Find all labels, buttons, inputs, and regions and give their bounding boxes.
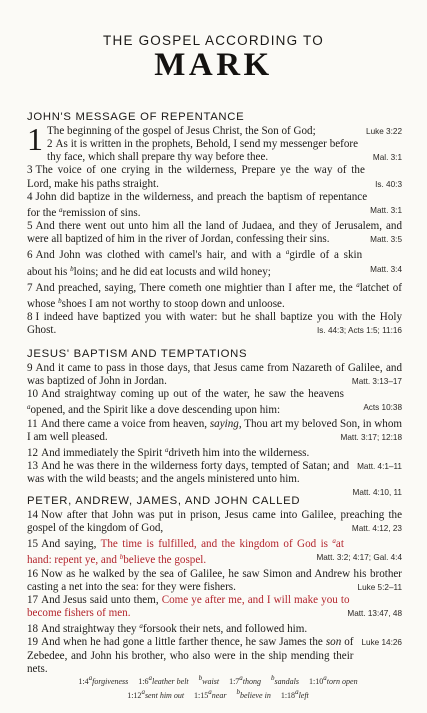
verse-3 <box>27 164 402 190</box>
cross-reference: Is. 44:3; Acts 1:5; 11:16 <box>317 326 402 336</box>
verse-number: 13 <box>27 460 39 473</box>
cross-reference: Mal. 3:1 <box>372 153 402 163</box>
verse-15 <box>27 535 402 567</box>
cross-reference: Acts 10:38 <box>363 403 402 413</box>
verse-6 <box>27 246 402 278</box>
verse-number: 7 <box>27 281 33 294</box>
verse-text: The voice of one crying in the wilderness, Prepare ye the way of the Lord, make his paths straight. <box>27 164 365 190</box>
verse-text: Now after that John was put in prison, Jesus came into Galilee, preaching the gospel of the kingdom of God, <box>27 509 402 535</box>
cross-reference: Matt. 4:12, 23 <box>351 524 402 534</box>
cross-reference: Matt. 3:1 <box>370 205 402 215</box>
footnote: 1:12asent him out <box>127 688 185 700</box>
verse-4 <box>27 191 402 220</box>
verse-number: 4 <box>27 190 33 203</box>
verse-number: 16 <box>27 567 39 580</box>
cross-reference: Luke 3:22 <box>366 127 402 136</box>
section-disciples-called <box>27 494 402 676</box>
footnote: 1:6aleather belt <box>138 674 189 686</box>
verse-text: John did baptize in the wilderness, and preach the baptism of repentance for the $^a$remission of sins. <box>27 190 368 219</box>
verse-text: And immediately the Spirit $^a$driveth him into the wilderness. <box>41 445 310 459</box>
cross-reference: Matt. 3:4 <box>370 264 402 274</box>
verse-text: And saying, The time is fulfilled, and the kingdom of God is $^a$at hand: repent ye, and $^b$believe the gospel. <box>27 537 344 567</box>
book-title: MARK <box>154 47 273 83</box>
verse-number: 2 <box>47 138 53 151</box>
cross-reference: Matt. 4:1–11 <box>357 462 402 472</box>
header-subtitle: THE GOSPEL ACCORDING TO <box>103 33 324 48</box>
footnote: 1:7athong <box>229 674 262 686</box>
verse-text: And preached, saying, There cometh one mightier than I after me, the $^a$latchet of whose $^b$shoes I am not worthy to stoop down and unloose. <box>27 280 402 310</box>
verse-number: 14 <box>27 509 39 521</box>
footnotes <box>48 673 388 701</box>
verse-number: 10 <box>27 388 39 401</box>
verse-number: 5 <box>27 220 33 233</box>
section-heading: JOHN'S MESSAGE OF REPENTANCE <box>27 111 245 123</box>
cross-reference: Luke 14:26 <box>361 638 402 648</box>
verse-13 <box>27 460 402 498</box>
verse-text: I indeed have baptized you with water: but he shall baptize you with the Holy Ghost. <box>27 311 402 337</box>
verse-text: And John was clothed with camel's hair, and with a $^a$girdle of a skin about his $^b$loins; and he did eat locusts and wild honey; <box>27 248 363 278</box>
verse-16 <box>27 568 402 594</box>
verse-text: The beginning of the gospel of Jesus Christ, the Son of God; <box>47 125 316 137</box>
footnote: 1:18aleft <box>280 688 309 700</box>
verse-number: 12 <box>27 446 39 459</box>
footnote: bsandals <box>271 674 299 686</box>
verse-number: 17 <box>27 593 39 606</box>
verse-text: And straightway coming up out of the water, he saw the heavens $^a$opened, and the Spirit like a dove descending upon him: <box>27 388 344 417</box>
cross-reference: Matt. 3:13–17 <box>351 377 402 387</box>
verse-14 <box>27 509 402 535</box>
verse-text: And there came a voice from heaven, saying, Thou art my beloved Son, in whom I am well pleased. <box>27 417 403 443</box>
section-heading: JESUS' BAPTISM AND TEMPTATIONS <box>27 348 248 360</box>
verse-9 <box>27 362 402 388</box>
cross-reference: Matt. 3:2; 4:17; Gal. 4:4 <box>316 553 402 563</box>
verse-8 <box>27 311 402 337</box>
verse-2 <box>27 138 402 164</box>
chapter-number: 1 <box>27 121 43 157</box>
verse-text: And he was there in the wilderness forty days, tempted of Satan; and was with the wild beasts; and the angels ministered unto him. <box>27 460 350 486</box>
verse-text: And it came to pass in those days, that Jesus came from Nazareth of Galilee, and was baptized of John in Jordan. <box>27 362 402 388</box>
footnote: bwaist <box>198 674 220 686</box>
footnote: bbelieve in <box>236 688 271 700</box>
verse-number: 15 <box>27 538 39 551</box>
verse-text: Now as he walked by the sea of Galilee, he saw Simon and Andrew his brother casting a net into the sea: for they were fishers. <box>27 567 402 593</box>
verse-text: As it is written in the prophets, Behold, I send my messenger before thy face, which shall prepare thy way before thee. <box>47 138 359 164</box>
verse-text: And there went out unto him all the land of Judaea, and they of Jerusalem, and were all baptized of him in the river of Jordan, confessing their sins. <box>27 220 402 246</box>
verse-number: 8 <box>27 311 33 324</box>
verse-5 <box>27 220 402 246</box>
verse-number: 9 <box>27 362 33 374</box>
section-baptism-temptations <box>27 347 402 500</box>
verse-text: And Jesus said unto them, Come ye after me, and I will make you to become fishers of men. <box>27 593 350 620</box>
verse-number: 11 <box>27 417 38 430</box>
verse-10 <box>27 388 402 417</box>
cross-reference: Is. 40:3 <box>375 179 402 189</box>
verse-17 <box>27 594 402 620</box>
footnote: 1:4aforgiveness <box>78 674 129 686</box>
verse-11 <box>27 418 402 444</box>
verse-text: And when he had gone a little farther thence, he saw James the son of Zebedee, and John his brother, who also were in the ship mending their nets. <box>27 636 354 675</box>
verse-7 <box>27 279 402 311</box>
cross-reference: Matt. 4:10, 11 <box>352 488 402 498</box>
verse-text: And straightway they $^a$forsook their nets, and followed him. <box>41 622 308 636</box>
cross-reference: Matt. 13:47, 48 <box>347 609 402 619</box>
footnote: 1:10atorn open <box>308 674 358 686</box>
verse-number: 19 <box>27 636 39 649</box>
section-johns-message <box>27 110 402 338</box>
cross-reference: Matt. 3:5 <box>370 235 402 245</box>
cross-reference: Luke 5:2–11 <box>357 582 402 592</box>
verse-number: 6 <box>27 249 33 262</box>
verse-19 <box>27 636 402 675</box>
cross-reference: Matt. 3:17; 12:18 <box>340 432 402 442</box>
verse-number: 18 <box>27 623 39 636</box>
section-heading: PETER, ANDREW, JAMES, AND JOHN CALLED <box>27 495 301 507</box>
verse-number: 3 <box>27 164 33 177</box>
footnote: 1:15anear <box>194 688 227 700</box>
